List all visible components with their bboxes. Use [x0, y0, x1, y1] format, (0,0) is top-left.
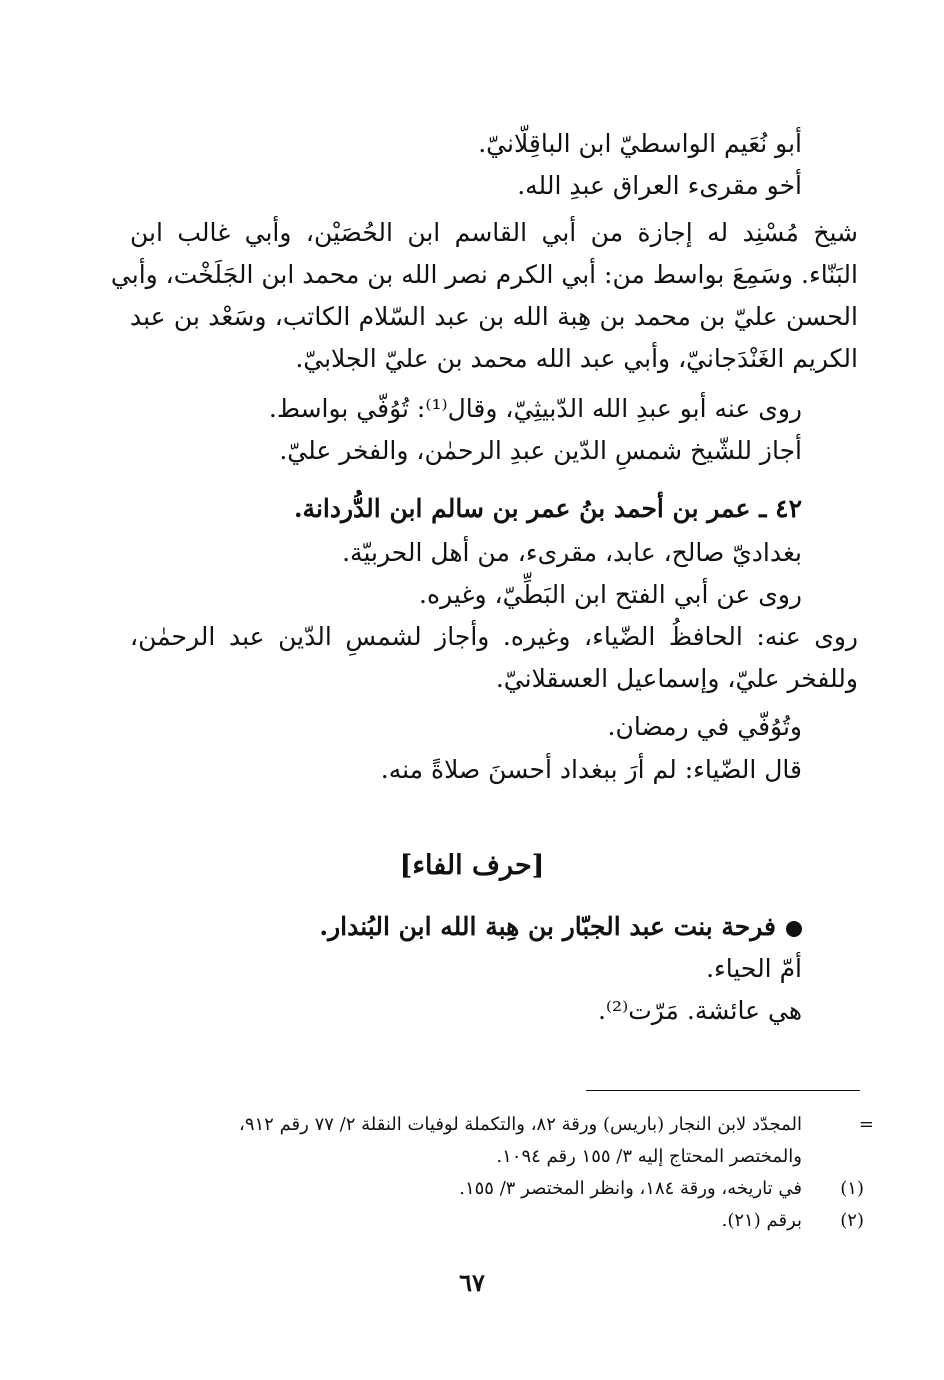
text-line: البَنّاء. وسَمِعَ بواسط من: أبي الكرم نصر الله بن محمد ابن الجَلَخْت، وأبي: [110, 260, 858, 289]
text-line: روى عنه أبو عبدِ الله الدّبيثِيّ، وقال⁽¹⁾: تُوُفّي بواسط.: [268, 394, 802, 423]
entry-title: ٤٢ ـ عمر بن أحمد بنُ عمر بن سالم ابن الدُّردانة.: [293, 494, 802, 523]
text-line: وللفخر عليّ، وإسماعيل العسقلانيّ.: [495, 664, 858, 693]
entry-title: فرحة بنت عبد الجبّار بن هِبة الله ابن البُندار.: [319, 912, 776, 941]
text-line: هي عائشة. مَرّت⁽²⁾.: [597, 996, 802, 1025]
footnote-line: برقم (٢١).: [721, 1210, 802, 1231]
footnote-continuation-mark: =: [858, 1114, 874, 1135]
footnote-line: والمختصر المحتاج إليه ٣/ ١٥٥ رقم ١٠٩٤.: [496, 1146, 802, 1167]
text-line: قال الضّياء: لم أرَ ببغداد أحسنَ صلاةً منه.: [380, 755, 802, 784]
text-line: الكريم الغَنْدَجانيّ، وأبي عبد الله محمد بن عليّ الجلابيّ.: [295, 344, 858, 373]
text-line: أبو نُعَيم الواسطيّ ابن الباقِلّانيّ.: [478, 129, 802, 158]
text-line: بغداديّ صالح، عابد، مقرىء، من أهل الحربيّة.: [342, 538, 802, 567]
text-line: روى عن أبي الفتح ابن البَطِّيّ، وغيره.: [419, 580, 802, 609]
footnote-line: المجدّد لابن النجار (باريس) ورقة ٨٢، والتكملة لوفيات النقلة ٢/ ٧٧ رقم ٩١٢،: [239, 1114, 802, 1135]
page-number: ٦٧: [459, 1268, 485, 1297]
entry-title-row: [319, 907, 802, 947]
text-line: الحسن عليّ بن محمد بن هِبة الله بن عبد السّلام الكاتب، وسَعْد بن عبد: [130, 302, 858, 331]
footnote-line: في تاريخه، ورقة ١٨٤، وانظر المختصر ٣/ ١٥٥.: [459, 1178, 802, 1199]
text-line: أمّ الحياء.: [706, 954, 802, 983]
footnote-marker: (١): [840, 1178, 864, 1199]
text-line: أجاز للشّيخ شمسِ الدّين عبدِ الرحمٰن، والفخر عليّ.: [279, 436, 802, 465]
bullet-icon: [786, 921, 802, 937]
section-heading: [حرف الفاء]: [399, 850, 545, 881]
text-line: روى عنه: الحافظُ الضّياء، وغيره. وأجاز لشمسِ الدّين عبد الرحمٰن،: [130, 622, 858, 651]
text-line: شيخ مُسْنِد له إجازة من أبي القاسم ابن الحُصَيْن، وأبي غالب ابن: [130, 218, 858, 247]
text-line: وتُوُفّي في رمضان.: [607, 712, 802, 741]
text-line: أخو مقرىء العراق عبدِ الله.: [517, 171, 802, 200]
footnote-separator: [586, 1090, 860, 1091]
footnote-marker: (٢): [840, 1210, 864, 1231]
